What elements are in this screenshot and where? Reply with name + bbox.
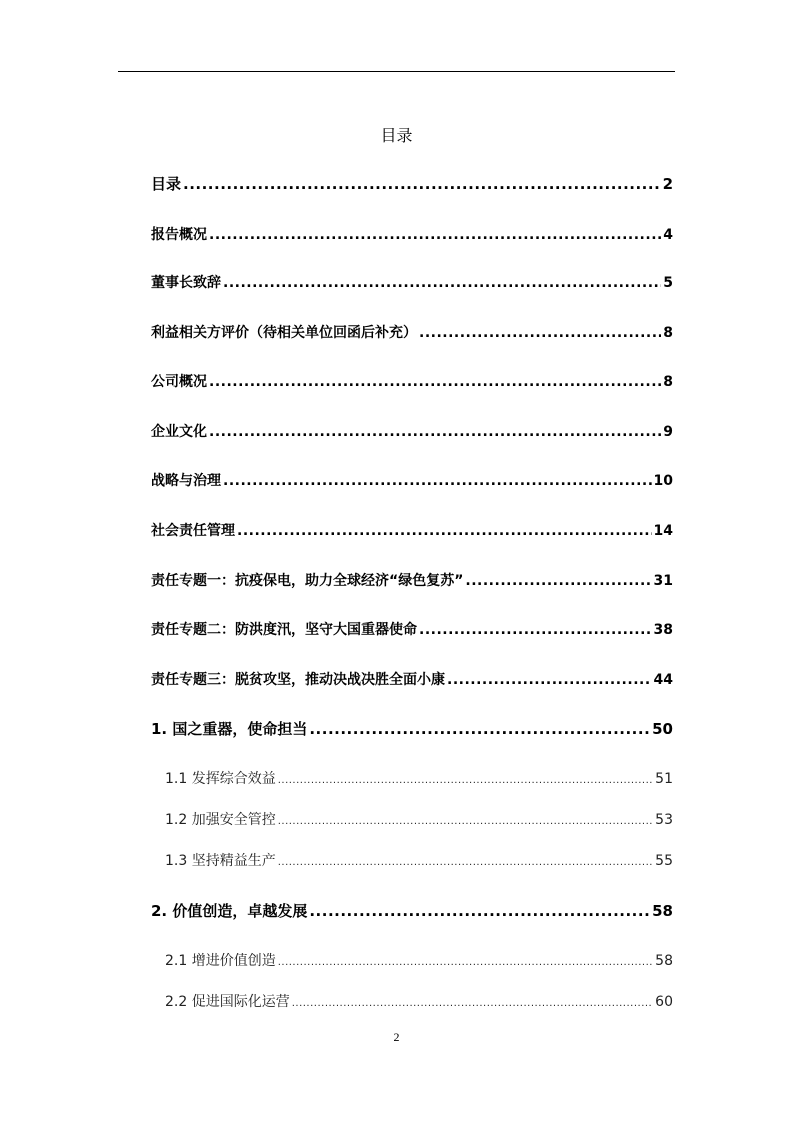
toc-entry[interactable] xyxy=(151,520,673,540)
toc-entry-label: 责任专题二：防洪度汛，坚守大国重器使命 xyxy=(151,622,417,638)
toc-entry-label: 2.2 促进国际化运营 xyxy=(165,994,290,1010)
toc-entry-label: 1.3 坚持精益生产 xyxy=(165,853,276,869)
toc-entry-label: 目录 xyxy=(151,175,182,193)
toc-entry-label: 1.1 发挥综合效益 xyxy=(165,771,276,787)
toc-entry[interactable] xyxy=(151,619,673,639)
toc-leader xyxy=(278,957,653,968)
toc-entry-page: 8 xyxy=(663,325,673,341)
toc-entry[interactable] xyxy=(165,809,673,829)
toc-leader xyxy=(183,175,661,193)
toc-leader xyxy=(278,816,653,827)
toc-entry-page: 51 xyxy=(655,771,673,787)
toc-entry[interactable] xyxy=(151,173,673,194)
toc-entry-page: 50 xyxy=(652,720,673,738)
toc-entry-page: 14 xyxy=(653,523,673,539)
toc-entry[interactable] xyxy=(165,991,673,1011)
toc-leader xyxy=(223,473,652,489)
toc-leader xyxy=(419,325,661,341)
toc-leader xyxy=(209,374,661,390)
toc-entry-page: 31 xyxy=(653,573,673,589)
toc-entry-page: 58 xyxy=(652,902,673,920)
toc-entry[interactable] xyxy=(151,470,673,490)
toc-entry[interactable] xyxy=(151,421,673,441)
toc-leader xyxy=(278,775,653,786)
toc-entry-label: 战略与治理 xyxy=(151,473,221,489)
toc-entry-label: 公司概况 xyxy=(151,374,207,390)
toc-entry-page: 53 xyxy=(655,812,673,828)
toc-leader xyxy=(278,857,653,868)
toc-entry[interactable] xyxy=(151,322,673,342)
toc-entry-label: 董事长致辞 xyxy=(151,275,221,291)
toc-entry-page: 60 xyxy=(655,994,673,1010)
toc-leader xyxy=(209,227,661,243)
toc-entry-label: 2. 价值创造，卓越发展 xyxy=(151,902,308,920)
toc-leader xyxy=(309,902,650,920)
toc-entry[interactable] xyxy=(165,950,673,970)
toc-entry-page: 55 xyxy=(655,853,673,869)
toc-leader xyxy=(223,275,661,291)
toc-entry[interactable] xyxy=(151,371,673,391)
toc-entry-label: 责任专题三：脱贫攻坚，推动决战决胜全面小康 xyxy=(151,672,445,688)
toc-entry-label: 社会责任管理 xyxy=(151,523,235,539)
toc-heading: 目录 xyxy=(380,126,413,145)
toc-leader xyxy=(292,998,653,1009)
toc-entry[interactable] xyxy=(151,669,673,689)
toc-leader xyxy=(465,573,651,589)
toc-entry-page: 2 xyxy=(662,175,673,193)
toc-entry[interactable] xyxy=(151,900,673,921)
toc-entry-page: 38 xyxy=(653,622,673,638)
toc-leader xyxy=(309,720,650,738)
toc-entry-label: 1. 国之重器，使命担当 xyxy=(151,720,308,738)
toc-entry[interactable] xyxy=(151,272,673,292)
toc-entry-page: 10 xyxy=(653,473,673,489)
toc-leader xyxy=(419,622,652,638)
toc-leader xyxy=(447,672,652,688)
toc-entry-label: 1.2 加强安全管控 xyxy=(165,812,276,828)
toc-entry-label: 责任专题一：抗疫保电，助力全球经济“绿色复苏” xyxy=(151,573,464,589)
toc-entry[interactable] xyxy=(151,224,673,244)
toc-entry[interactable] xyxy=(151,718,673,739)
header-rule xyxy=(118,71,675,72)
toc-entry-label: 报告概况 xyxy=(151,227,207,243)
toc-leader xyxy=(209,424,661,440)
toc-entry[interactable] xyxy=(165,768,673,788)
toc-entry-label: 企业文化 xyxy=(151,424,207,440)
toc-entry-label: 2.1 增进价值创造 xyxy=(165,953,276,969)
toc-entry-label: 利益相关方评价（待相关单位回函后补充） xyxy=(151,325,417,341)
page-number: 2 xyxy=(393,1030,400,1044)
toc-entry[interactable] xyxy=(151,570,673,590)
toc-entry-page: 9 xyxy=(663,424,673,440)
toc-entry-page: 4 xyxy=(663,227,673,243)
toc-entry[interactable] xyxy=(165,850,673,870)
toc-entry-page: 44 xyxy=(653,672,673,688)
toc-entry-page: 8 xyxy=(663,374,673,390)
toc-leader xyxy=(237,523,652,539)
toc-entry-page: 5 xyxy=(663,275,673,291)
toc-entry-page: 58 xyxy=(655,953,673,969)
